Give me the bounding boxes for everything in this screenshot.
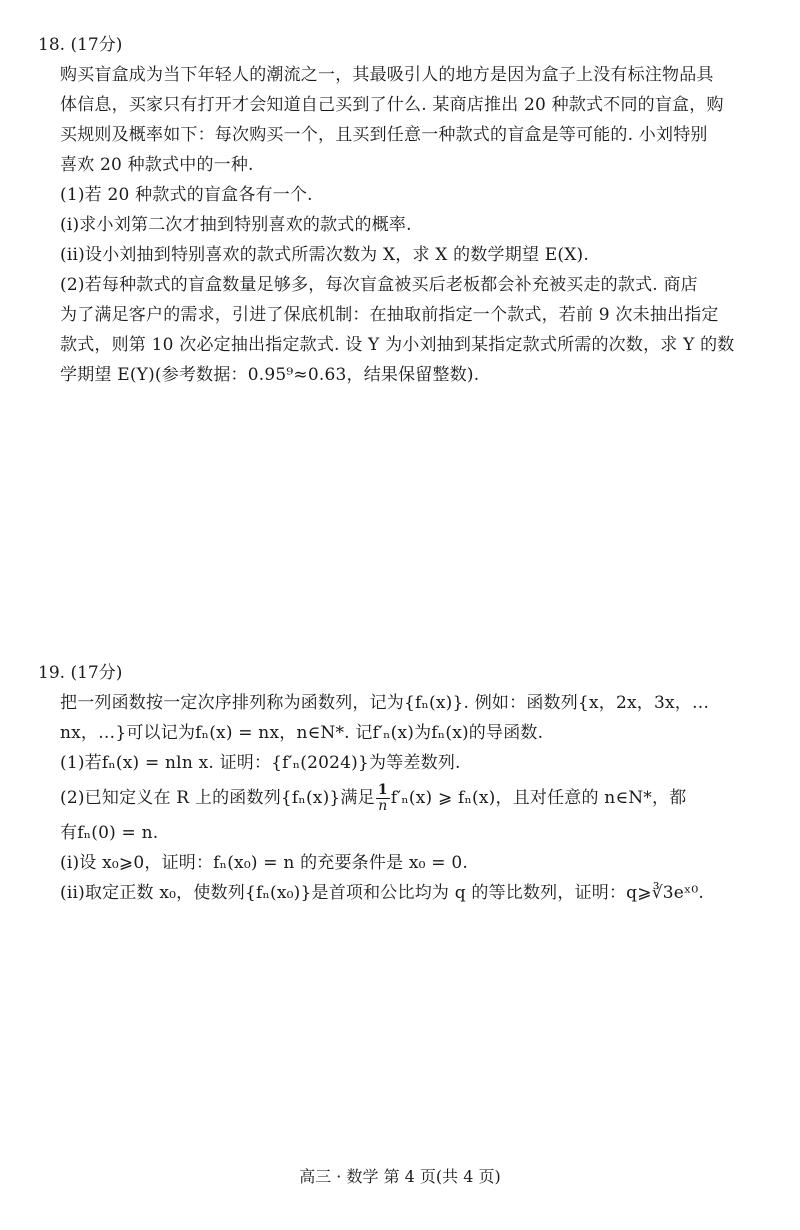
problem-19-part2-text-before: (2)已知定义在 R 上的函数列{fₙ(x)}满足 <box>60 788 375 808</box>
problem-18 <box>38 30 770 390</box>
problem-19-line: 把一列函数按一定次序排列称为函数列，记为{fₙ(x)}. 例如：函数列{x，2x，3x，… <box>60 693 710 713</box>
problem-19-line: nx，…}可以记为fₙ(x) = nx，n∈N*. 记f′ₙ(x)为fₙ(x)的导函数. <box>60 723 544 743</box>
problem-18-part2: (2)若每种款式的盲盒数量足够多，每次盲盒被买后老板都会补充被买走的款式. 商店 <box>60 275 698 295</box>
problem-18-part1-ii: (ii)设小刘抽到特别喜欢的款式所需次数为 X，求 X 的数学期望 E(X). <box>60 245 589 265</box>
problem-19-part2-ii: (ii)取定正数 x₀，使数列{fₙ(x₀)}是首项和公比均为 q 的等比数列，证明：q⩾∛3eˣ⁰. <box>60 883 705 903</box>
problem-18-line: 款式，则第 10 次必定抽出指定款式. 设 Y 为小刘抽到某指定款式所需的次数，求 Y 的数 <box>60 335 735 355</box>
fraction-denominator: n <box>378 798 388 814</box>
problem-18-part1-i: (i)求小刘第二次才抽到特别喜欢的款式的概率. <box>60 215 412 235</box>
problem-18-line: 体信息，买家只有打开才会知道自己买到了什么. 某商店推出 20 种款式不同的盲盒，购 <box>60 95 724 115</box>
problem-18-line: 喜欢 20 种款式中的一种. <box>60 155 254 175</box>
page-footer: 高三 · 数学 第 4 页(共 4 页) <box>299 1167 501 1186</box>
problem-18-line: 买规则及概率如下：每次购买一个，且买到任意一种款式的盲盒是等可能的. 小刘特别 <box>60 125 708 145</box>
fraction-numerator: 1 <box>377 782 388 798</box>
problem-18-line: 为了满足客户的需求，引进了保底机制：在抽取前指定一个款式，若前 9 次未抽出指定 <box>60 305 719 325</box>
problem-18-number: 18. (17分) <box>38 35 123 55</box>
fraction-one-over-n <box>376 783 390 814</box>
problem-19-number: 19. (17分) <box>38 663 123 683</box>
problem-18-part1: (1)若 20 种款式的盲盒各有一个. <box>60 185 313 205</box>
problem-19 <box>38 658 770 908</box>
problem-19-part2-text-after: f′ₙ(x) ⩾ fₙ(x)，且对任意的 n∈N*，都 <box>390 788 687 808</box>
problem-19-part1: (1)若fₙ(x) = nln x. 证明：{f′ₙ(2024)}为等差数列. <box>60 753 461 773</box>
problem-19-part2 <box>38 778 770 818</box>
problem-18-line: 购买盲盒成为当下年轻人的潮流之一，其最吸引人的地方是因为盒子上没有标注物品具 <box>60 65 714 85</box>
problem-19-part2-i: (i)设 x₀⩾0，证明：fₙ(x₀) = n 的充要条件是 x₀ = 0. <box>60 853 468 873</box>
problem-18-line: 学期望 E(Y)(参考数据：0.95⁹≈0.63，结果保留整数). <box>60 365 480 385</box>
problem-19-line: 有fₙ(0) = n. <box>60 823 159 843</box>
